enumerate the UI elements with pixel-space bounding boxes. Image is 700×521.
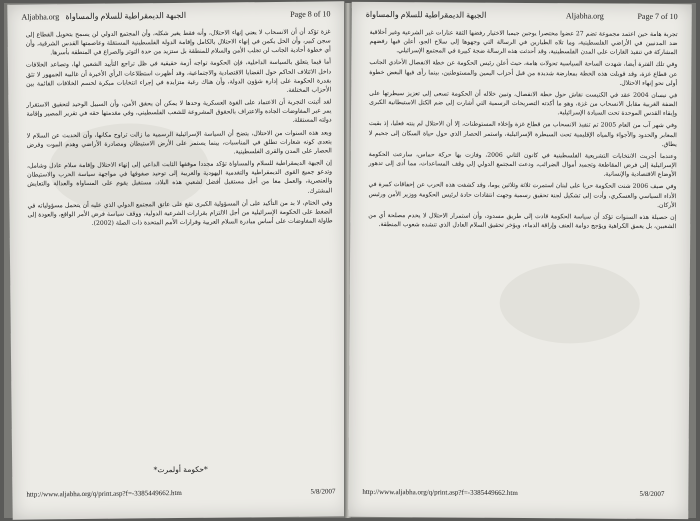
paragraph: غزة تؤكد أن أن الانسحاب لا يعني إنهاء الاحتلال، وأنه فقط يغير شكله، وأن المجتمع الدولي لن يسمح بتحويل القطاع إلى سجن كبير، وأن الحل يكمن في إنهاء الاحتلال بالكامل وإقامة الدولة الفلسطينية المستقلة وعاصمتها القدس الشرقية، وأن أي خطوة أحادية الجانب لن تجلب الأمن والسلام للمنطقة بل ستزيد من حدة التوتر والصراع في المنطقة بأسرها.: [25, 28, 331, 57]
right-page-body: [368, 28, 677, 234]
paragraph: لقد أثبتت التجربة أن الاعتماد على القوة العسكرية وحدها لا يمكن أن يحقق الأمن، وأن السبيل الوحيد لتحقيق الاستقرار يمر عبر المفاوضات الجادة والاعتراف بالحقوق المشروعة للشعب الفلسطيني، وفي مقدمتها حقه في تقرير المصير وإقامة دولته المستقلة.: [26, 98, 332, 125]
left-page-header: [21, 9, 330, 26]
paragraph: أما فيما يتعلق بالسياسة الداخلية، فإن الحكومة تواجه أزمة حقيقية في ظل تراجع التأييد الشعبي لها، وتصاعد الخلافات داخل الائتلاف الحاكم حول القضايا الاقتصادية والاجتماعية، وقد أظهرت استطلاعات الرأي الأخيرة أن غالبية الجمهور لا تثق بقدرة الحكومة على إدارة شؤون الدولة، وأن هناك رغبة متزايدة في إجراء انتخابات مبكرة لحسم الخلافات القائمة بين الأحزاب المختلفة.: [25, 58, 332, 94]
right-page-header: [366, 10, 678, 26]
right-page: [348, 2, 692, 519]
paragraph: وفي صيف 2006 شنت الحكومة حربا على لبنان استمرت ثلاثة وثلاثين يوما، وقد كشفت هذه الحرب عن إخفاقات كبيرة في الأداء السياسي والعسكري، وأدت إلى تشكيل لجنة تحقيق رسمية وجهت انتقادات حادة لرئيس الحكومة ووزير الأمن ورئيس الأركان.: [368, 181, 677, 209]
paragraph: إن الجبهة الديمقراطية للسلام والمساواة تؤكد مجددا موقفها الثابت الداعي إلى إنهاء الاحتلال وإقامة سلام عادل وشامل، وتدعو جميع القوى الديمقراطية والتقدمية اليهودية والعربية إلى توحيد صفوفها في مواجهة سياسة الحرب والاستيطان والعنصرية، والعمل معا من أجل مستقبل أفضل لشعبي هذه البلاد، مستقبل يقوم على المساواة والعدالة والتعايش المشترك.: [26, 159, 333, 195]
article-signature: *حكومة أولمرت*: [153, 464, 208, 475]
organization-name: الجبهة الديمقراطية للسلام والمساواة: [365, 9, 487, 20]
page-number: Page 7 of 10: [637, 11, 678, 22]
paragraph: وفي تلك الفترة أيضا، شهدت الساحة السياسية تحولات هامة، حيث أعلن رئيس الحكومة عن خطة الانفصال الأحادي الجانب عن قطاع غزة، وقد قوبلت هذه الخطة بمعارضة شديدة من قبل أحزاب اليمين والمستوطنين، بينما رأى فيها البعض خطوة أولى نحو إنهاء الاحتلال.: [369, 59, 678, 87]
left-page-body: [26, 27, 333, 231]
paragraph: وعندما أجريت الانتخابات التشريعية الفلسطينية في كانون الثاني 2006، وفازت بها حركة حماس، سارعت الحكومة الإسرائيلية إلى فرض المقاطعة وتجميد أموال الضرائب، ودعت المجتمع الدولي إلى وقف المساعدات، مما أدى إلى تدهور الأوضاع الاقتصادية والإنسانية.: [368, 150, 677, 179]
paragraph: تجربة هامة حين اعتمد مجموعة تضم 27 عضوا مختصرا يوجين جيمبا الاختيار رفضها الثقة عنارات غير الشرعية وغير أخلاقية ضد المدنيين في الأراضي الفلسطينية، وما تلاه الطيارين في الرسالة التي وجهوها إلى سلاح الجو، أعلن فيها رفضهم المشاركة في تنفيذ الغارات على المدن الفلسطينية، وقد أحدثت هذه الرسالة ضجة كبيرة في المجتمع الإسرائيلي.: [369, 28, 678, 57]
scanned-spread: [4, 3, 696, 518]
left-page: [7, 1, 349, 520]
paragraph: إن حصيلة هذه السنوات تؤكد أن سياسة الحكومة قادت إلى طريق مسدود، وأن استمرار الاحتلال لا يخدم مصلحة أي من الشعبين، بل يعمق الكراهية ويؤجج دوامة العنف وإراقة الدماء، ويؤخر تحقيق السلام العادل الذي تنشده شعوب المنطقة.: [368, 211, 677, 231]
site-name: Aljabha.org: [565, 11, 604, 21]
print-date: 5/8/2007: [310, 487, 336, 496]
left-page-footer: [26, 487, 335, 500]
right-page-footer: [362, 488, 674, 500]
paragraph: وفي شهر آب من العام 2005 تم تنفيذ الانسحاب من قطاع غزة وإخلاء المستوطنات، إلا أن الاحتلال لم ينته فعليا، إذ بقيت المعابر والحدود والأجواء والمياه الإقليمية تحت السيطرة الإسرائيلية، واستمر الحصار الذي حول حياة السكان إلى جحيم لا يطاق.: [368, 120, 677, 148]
paper-smudge: [499, 263, 640, 344]
organization-name: الجبهة الديمقراطية للسلام والمساواة: [65, 10, 187, 22]
print-url: http://www.aljabha.org/q/print.asp?f=-3385449662.htm: [362, 487, 518, 497]
page-number: Page 8 of 10: [290, 9, 331, 19]
print-url: http://www.aljabha.org/q/print.asp?f=-3385449662.htm: [26, 488, 182, 499]
paragraph: وفي الختام، لا بد من التأكيد على أن المسؤولية الكبرى تقع على عاتق المجتمع الدولي الذي عليه أن يتحمل مسؤولياته في الضغط على الحكومة الإسرائيلية من أجل الالتزام بقرارات الشرعية الدولية، ووقف سياسة فرض الأمر الواقع، والعودة إلى طاولة المفاوضات على أساس مبادرة السلام العربية وقرارات الأمم المتحدة ذات الصلة (2002).: [27, 199, 333, 227]
site-name: Aljabha.org: [21, 12, 60, 22]
paragraph: وبعد هذه السنوات من الاحتلال، يتضح أن السياسة الإسرائيلية الرسمية ما زالت تراوح مكانها، وأن الحديث عن السلام لا يتعدى كونه شعارات تطلق في المناسبات، بينما يستمر على الأرض الاستيطان ومصادرة الأراضي وهدم البيوت وفرض الحصار على المدن والقرى الفلسطينية.: [26, 128, 332, 156]
print-date: 5/8/2007: [639, 489, 665, 499]
paragraph: في نيسان 2004 عقد في الكنيست نقاش حول خطة الانفصال، وتبين خلاله أن الحكومة تسعى إلى تعزيز سيطرتها على الضفة الغربية مقابل الانسحاب من غزة، وهو ما أكدته التصريحات الرسمية التي أشارت إلى ضم الكتل الاستيطانية الكبرى وإبقاء القدس الموحدة تحت السيادة الإسرائيلية.: [369, 89, 678, 118]
